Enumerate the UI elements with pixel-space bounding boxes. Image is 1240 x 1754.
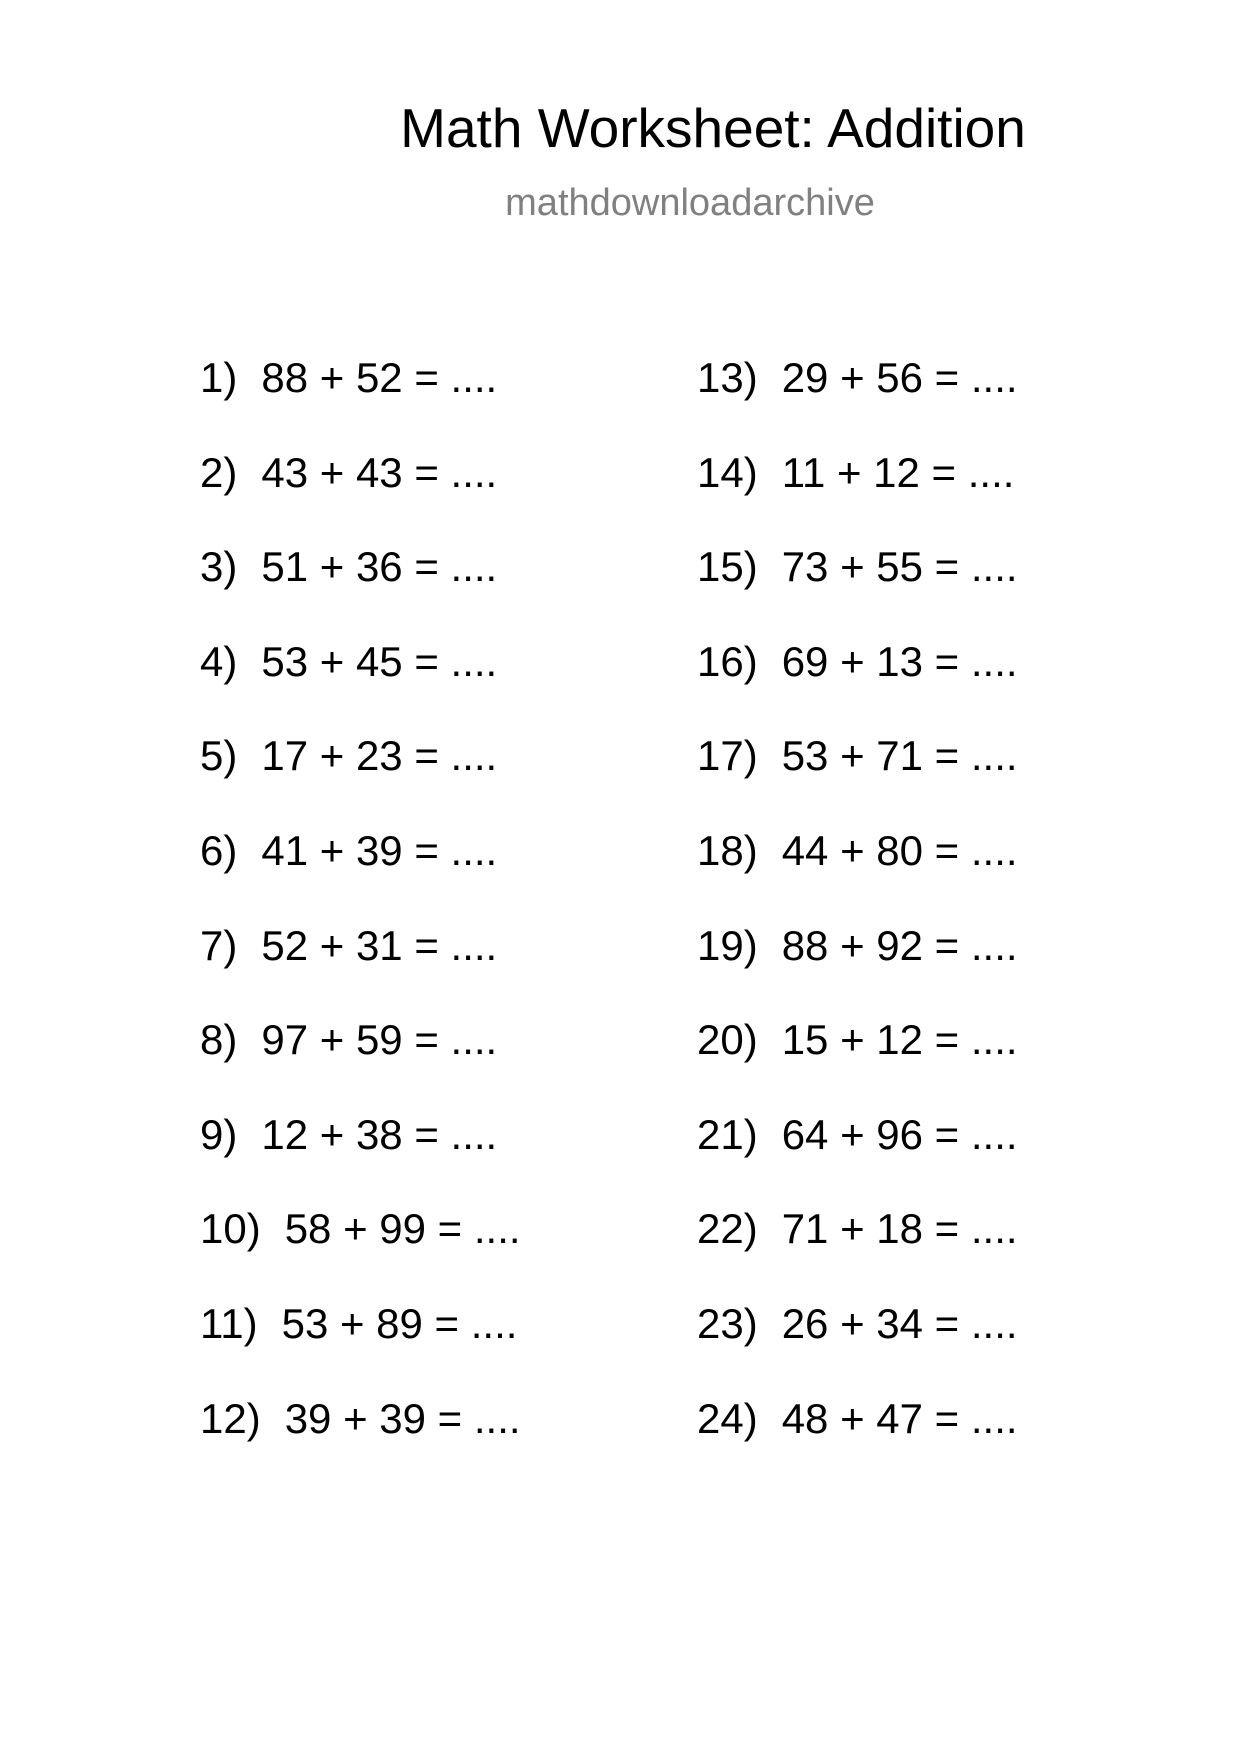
problem-expression: 88 + 92 = ....: [781, 921, 1018, 969]
problem-number: 15): [697, 543, 758, 591]
problem-number: 14): [697, 448, 758, 496]
problem-number: 9): [200, 1110, 238, 1158]
problem-number: 19): [697, 921, 758, 969]
problem-number: 16): [697, 637, 758, 685]
problem-number: 10): [200, 1205, 261, 1253]
problem-expression: 11 + 12 = ....: [781, 448, 1015, 496]
worksheet-subtitle: mathdownloadarchive: [505, 182, 875, 224]
problem-item: [200, 632, 521, 727]
problem-number: 24): [697, 1394, 758, 1442]
problem-expression: 53 + 45 = ....: [261, 637, 498, 685]
problem-item: [697, 1199, 1018, 1294]
problem-expression: 26 + 34 = ....: [781, 1299, 1018, 1347]
problem-number: 22): [697, 1205, 758, 1253]
problem-number: 18): [697, 826, 758, 874]
problem-number: 4): [200, 637, 238, 685]
problem-item: [697, 821, 1018, 916]
problem-expression: 53 + 89 = ....: [281, 1299, 518, 1347]
problem-number: 12): [200, 1394, 261, 1442]
problem-item: [697, 348, 1018, 443]
problem-item: [200, 726, 521, 821]
problem-number: 2): [200, 448, 238, 496]
problem-item: [200, 916, 521, 1011]
problem-item: [697, 632, 1018, 727]
problem-item: [200, 443, 521, 538]
problem-expression: 73 + 55 = ....: [781, 543, 1018, 591]
problem-item: [697, 916, 1018, 1011]
problem-item: [200, 1389, 521, 1484]
problem-item: [200, 1105, 521, 1200]
problem-expression: 48 + 47 = ....: [781, 1394, 1018, 1442]
problem-number: 6): [200, 826, 238, 874]
problem-number: 11): [200, 1299, 258, 1347]
problem-item: [697, 1010, 1018, 1105]
problem-number: 1): [200, 354, 238, 401]
problem-expression: 15 + 12 = ....: [781, 1016, 1018, 1064]
problem-item: [200, 1199, 521, 1294]
problem-item: [697, 1294, 1018, 1389]
problem-item: [200, 1010, 521, 1105]
problem-expression: 97 + 59 = ....: [261, 1016, 498, 1064]
problems-column-right: [697, 348, 1018, 1483]
problems-column-left: [200, 348, 521, 1483]
problem-number: 13): [697, 354, 758, 401]
problem-number: 7): [200, 921, 238, 969]
problem-number: 8): [200, 1016, 238, 1064]
problem-expression: 52 + 31 = ....: [261, 921, 498, 969]
problem-expression: 71 + 18 = ....: [781, 1205, 1018, 1253]
problem-item: [697, 1105, 1018, 1200]
problem-expression: 39 + 39 = ....: [284, 1394, 521, 1442]
problem-expression: 51 + 36 = ....: [261, 543, 498, 591]
worksheet-title: Math Worksheet: Addition: [400, 97, 1026, 159]
problem-expression: 88 + 52 = ....: [261, 354, 498, 401]
problem-number: 21): [697, 1110, 758, 1158]
problem-item: [200, 1294, 521, 1389]
problem-expression: 29 + 56 = ....: [781, 354, 1018, 401]
problem-expression: 53 + 71 = ....: [781, 732, 1018, 780]
problem-item: [697, 537, 1018, 632]
problem-item: [697, 726, 1018, 821]
problem-item: [200, 537, 521, 632]
problem-expression: 44 + 80 = ....: [781, 826, 1018, 874]
problem-number: 17): [697, 732, 758, 780]
problem-number: 5): [200, 732, 238, 780]
problem-number: 20): [697, 1016, 758, 1064]
problem-expression: 58 + 99 = ....: [284, 1205, 521, 1253]
problem-expression: 43 + 43 = ....: [261, 448, 498, 496]
problem-number: 23): [697, 1299, 758, 1347]
problem-expression: 69 + 13 = ....: [781, 637, 1018, 685]
problem-item: [697, 1389, 1018, 1484]
problem-item: [200, 348, 521, 443]
problem-expression: 17 + 23 = ....: [261, 732, 498, 780]
problem-expression: 64 + 96 = ....: [781, 1110, 1018, 1158]
problem-expression: 12 + 38 = ....: [261, 1110, 498, 1158]
problem-item: [200, 821, 521, 916]
problem-number: 3): [200, 543, 238, 591]
problem-item: [697, 443, 1018, 538]
problem-expression: 41 + 39 = ....: [261, 826, 498, 874]
